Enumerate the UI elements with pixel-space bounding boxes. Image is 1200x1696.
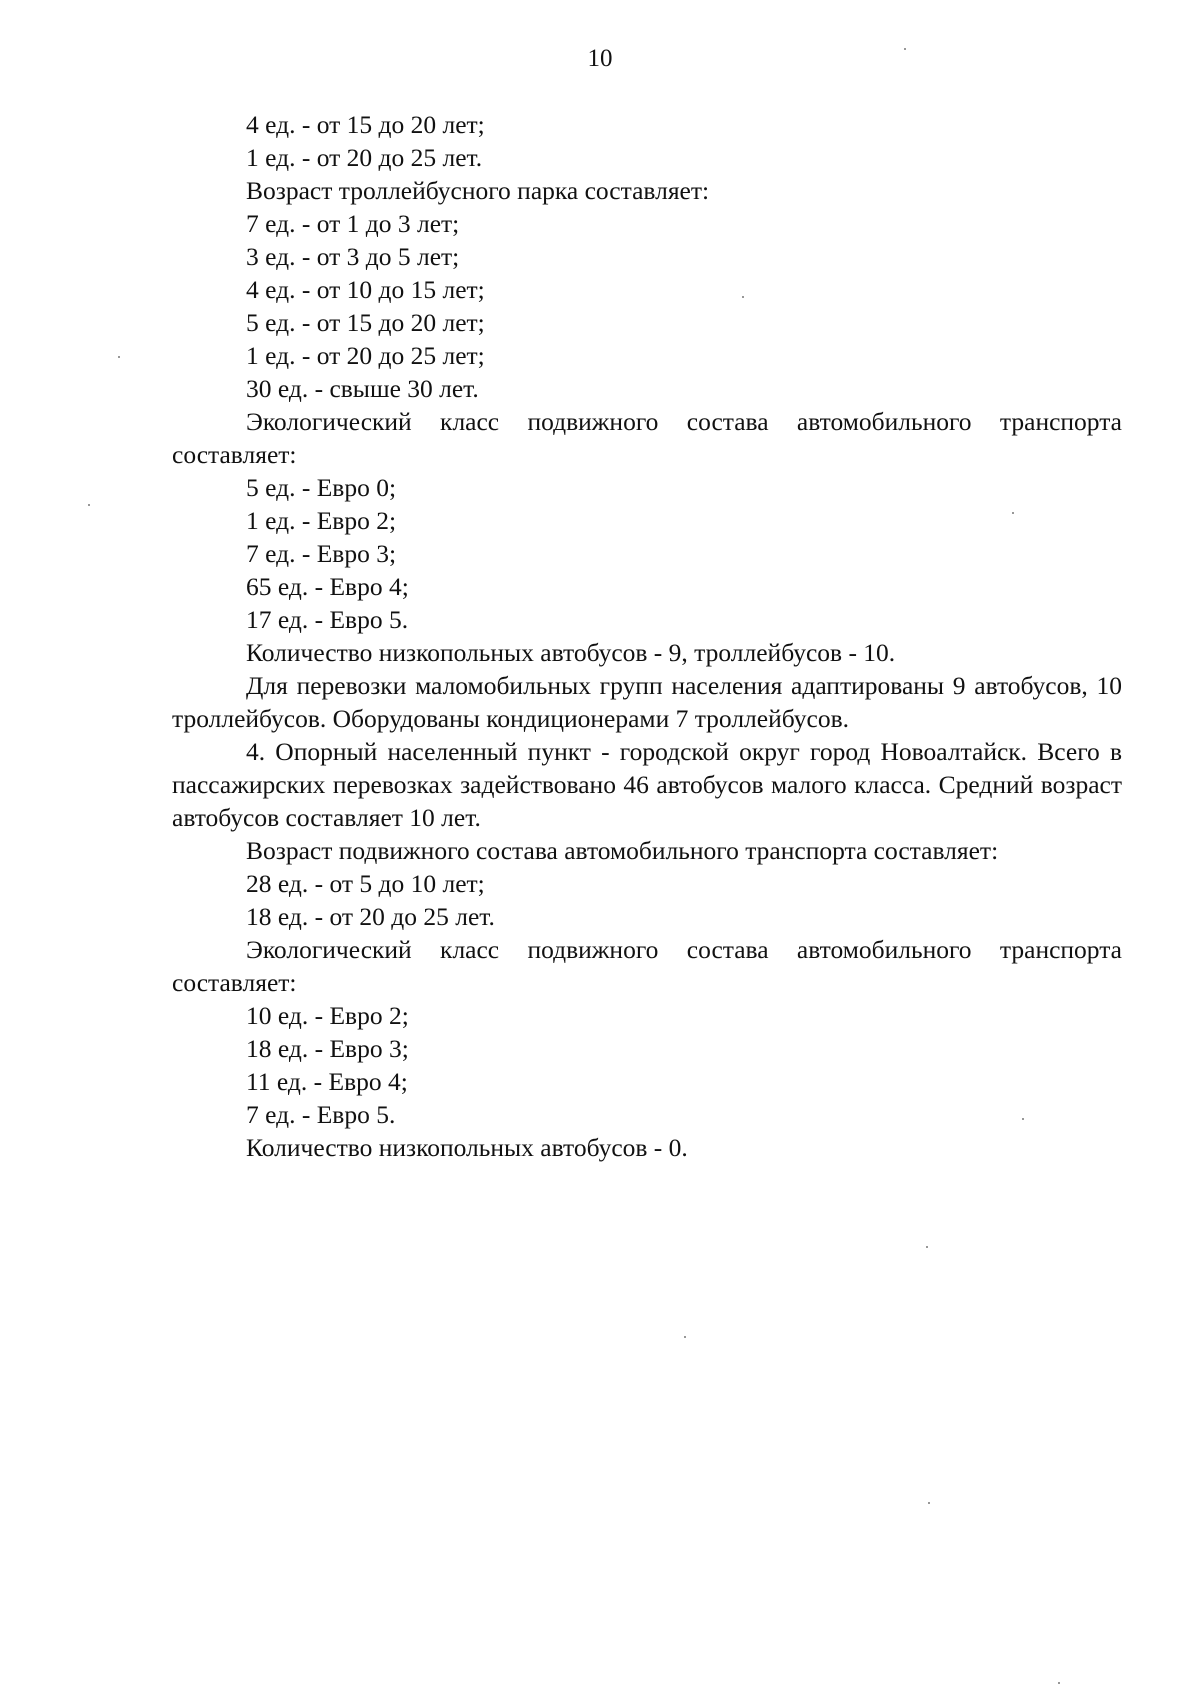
text-line: 18 ед. - от 20 до 25 лет. [246,902,495,931]
text-line: 1 ед. - Евро 2; [246,506,397,535]
text-line: 11 ед. - Евро 4; [246,1067,408,1096]
text-line: Количество низкопольных автобусов - 0. [246,1133,688,1162]
text-line: 10 ед. - Евро 2; [246,1001,409,1030]
paragraph: Экологический класс подвижного состава автомобильного транспорта составляет: [172,935,1122,997]
scan-speck [1058,1682,1060,1684]
text-line: 17 ед. - Евро 5. [246,605,409,634]
paragraph: 4. Опорный населенный пункт - городской округ город Новоалтайск. Всего в пассажирских перевозках задействовано 46 автобусов малого класса. Средний возраст автобусов составляет 10 лет. [172,737,1122,832]
text-line: 7 ед. - Евро 3; [246,539,397,568]
text-line: 4 ед. - от 10 до 15 лет; [246,275,485,304]
text-line: 4 ед. - от 15 до 20 лет; [246,110,485,139]
page-number: 10 [587,45,613,72]
scan-speck [1012,512,1014,514]
text-line: 3 ед. - от 3 до 5 лет; [246,242,460,271]
scan-speck [742,296,744,298]
text-line: 5 ед. - Евро 0; [246,473,397,502]
text-line: Возраст троллейбусного парка составляет: [246,176,710,205]
text-line: 1 ед. - от 20 до 25 лет; [246,341,485,370]
text-line: Количество низкопольных автобусов - 9, троллейбусов - 10. [246,638,896,667]
text-line: Возраст подвижного состава автомобильного транспорта составляет: [246,836,999,865]
scan-speck [1022,1118,1024,1120]
scan-speck [928,1502,930,1504]
scan-speck [926,1246,928,1248]
text-line: 7 ед. - Евро 5. [246,1100,396,1129]
scan-speck [88,504,90,506]
text-line: 28 ед. - от 5 до 10 лет; [246,869,485,898]
text-line: 65 ед. - Евро 4; [246,572,409,601]
paragraph: Экологический класс подвижного состава автомобильного транспорта составляет: [172,407,1122,469]
text-line: 7 ед. - от 1 до 3 лет; [246,209,460,238]
text-line: 18 ед. - Евро 3; [246,1034,409,1063]
text-line: 30 ед. - свыше 30 лет. [246,374,479,403]
document-body [172,108,1122,1164]
scan-speck [904,48,906,50]
text-line: 5 ед. - от 15 до 20 лет; [246,308,485,337]
scan-speck [118,356,120,358]
paragraph: Для перевозки маломобильных групп населения адаптированы 9 автобусов, 10 троллейбусов. Оборудованы кондиционерами 7 троллейбусов. [172,671,1122,733]
text-line: 1 ед. - от 20 до 25 лет. [246,143,483,172]
scan-speck [684,1336,686,1338]
